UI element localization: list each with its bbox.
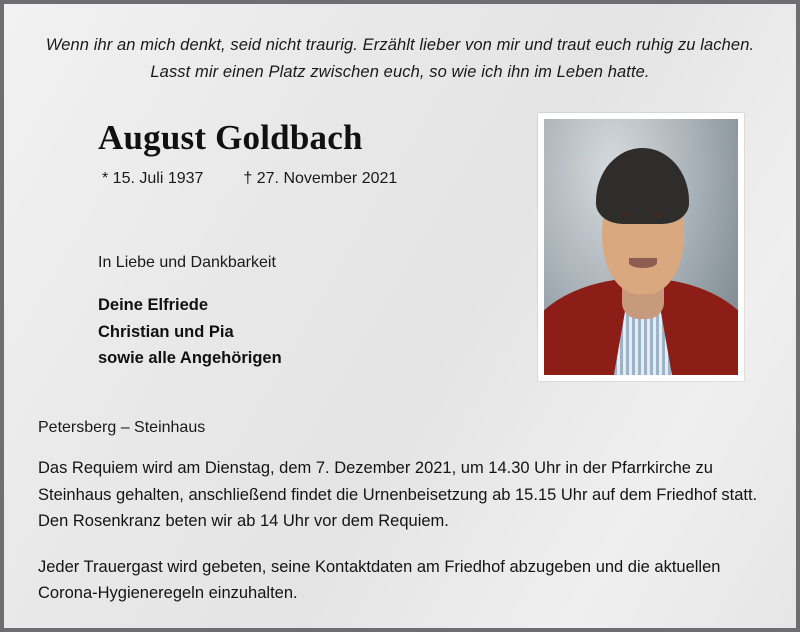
family-member: Christian und Pia [98,322,234,341]
family-list [98,292,508,372]
dedication-block [98,254,508,372]
life-dates [102,170,508,188]
left-column [38,119,508,372]
family-member: Deine Elfriede [98,295,209,314]
portrait-photo [544,119,738,375]
memorial-motto: Wenn ihr an mich denkt, seid nicht traurig. Erzählt lieber von mir und traut euch ruhig zu lachen. Lasst mir einen Platz zwischen euch, so wie ich ihn im Leben hatte. [45,36,755,81]
photo-mouth [629,258,656,268]
family-member: sowie alle Angehörigen [98,349,282,368]
obituary-content [4,4,796,628]
birth-date: * 15. Juli 1937 [102,169,204,187]
location-line: Petersberg – Steinhaus [38,419,206,437]
dedication-lead: In Liebe und Dankbarkeit [98,253,276,271]
deceased-name: August Goldbach [98,118,363,158]
portrait-frame [538,113,744,381]
death-date: † 27. November 2021 [243,169,398,187]
hygiene-notice: Jeder Trauergast wird gebeten, seine Kontaktdaten am Friedhof abzugeben und die aktuellen Corona-Hygieneregeln einzuhalten. [38,557,721,602]
main-block [38,119,762,389]
service-details: Das Requiem wird am Dienstag, dem 7. Dezember 2021, um 14.30 Uhr in der Pfarrkirche zu Steinhaus gehalten, anschließend findet die Urnenbeisetzung ab 15.15 Uhr auf dem Friedhof statt. Den Rosenkranz beten wir ab 14 Uhr vor dem Requiem. [38,459,758,530]
